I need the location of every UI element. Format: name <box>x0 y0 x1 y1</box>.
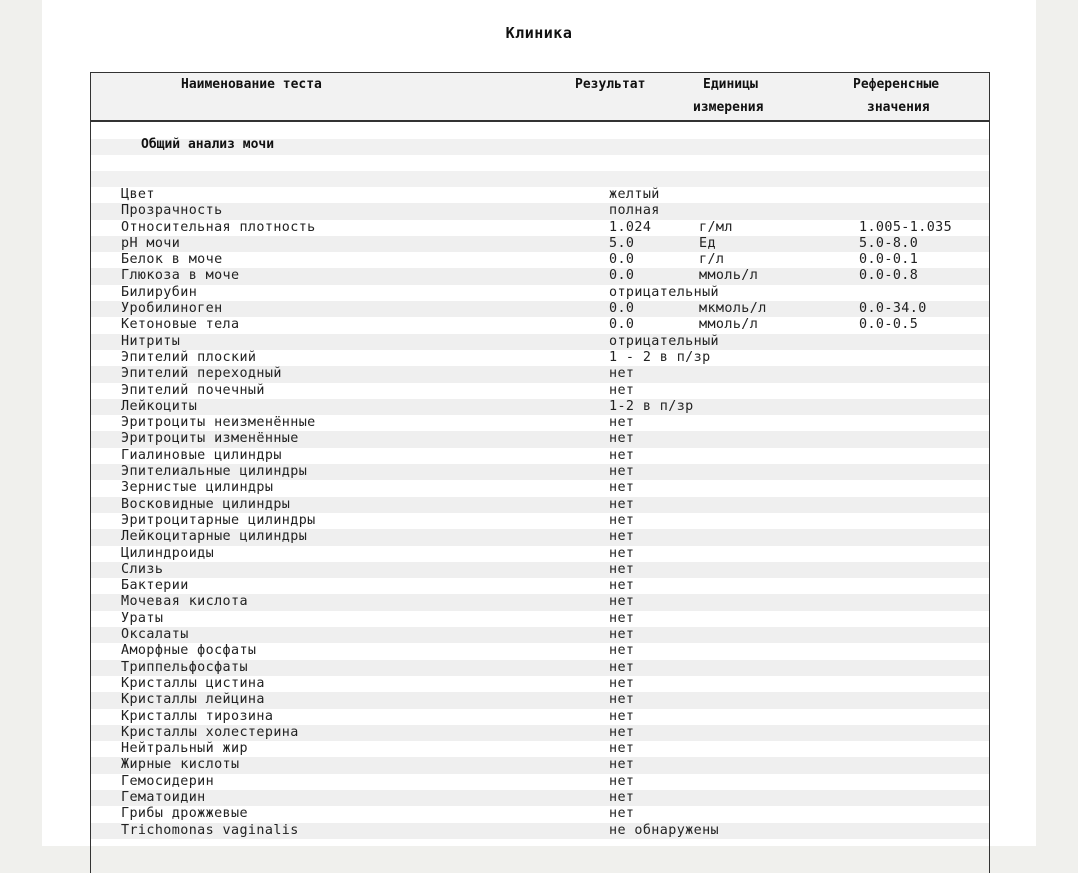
test-name-cell: Зернистые цилиндры <box>121 480 274 496</box>
table-row <box>91 660 989 676</box>
table-row <box>91 578 989 594</box>
result-cell: 1-2 в п/зр <box>609 398 694 414</box>
table-header <box>91 73 989 122</box>
clinic-title: Клиника <box>505 24 573 42</box>
header-reference-line1: Референсные <box>853 77 940 92</box>
result-cell: отрицательный <box>609 333 720 349</box>
result-cell: нет <box>609 480 635 496</box>
table-row <box>91 676 989 692</box>
result-cell: нет <box>609 382 635 398</box>
result-cell: нет <box>609 512 635 528</box>
result-cell: нет <box>609 789 635 805</box>
result-cell: 0.0 <box>609 317 635 333</box>
results-table <box>90 72 990 873</box>
table-row <box>91 464 989 480</box>
test-name-cell: Кристаллы тирозина <box>121 708 274 724</box>
test-name-cell: Эпителиальные цилиндры <box>121 464 308 480</box>
test-name-cell: Эритроцитарные цилиндры <box>121 512 316 528</box>
result-cell: нет <box>609 708 635 724</box>
result-cell: не обнаружены <box>609 822 720 838</box>
table-row <box>91 350 989 366</box>
test-name-cell: Слизь <box>121 561 164 577</box>
result-cell: нет <box>609 659 635 675</box>
result-cell: отрицательный <box>609 284 720 300</box>
result-cell: нет <box>609 757 635 773</box>
table-row <box>91 823 989 839</box>
test-name-cell: Trichomonas vaginalis <box>121 822 299 838</box>
result-cell: нет <box>609 692 635 708</box>
header-test-name: Наименование теста <box>181 77 322 92</box>
table-row <box>91 806 989 822</box>
unit-cell: мкмоль/л <box>699 301 767 317</box>
test-name-cell: Цилиндроиды <box>121 545 215 561</box>
result-cell: нет <box>609 529 635 545</box>
result-cell: нет <box>609 773 635 789</box>
header-reference-line2: значения <box>867 100 930 115</box>
table-row <box>91 643 989 659</box>
table-row <box>91 415 989 431</box>
result-cell: нет <box>609 627 635 643</box>
table-row <box>91 334 989 350</box>
table-row <box>91 187 989 203</box>
result-cell: 0.0 <box>609 252 635 268</box>
test-name-cell: pH мочи <box>121 235 181 251</box>
test-name-cell: Уробилиноген <box>121 301 223 317</box>
table-row <box>91 725 989 741</box>
test-name-cell: Эритроциты неизменённые <box>121 415 316 431</box>
result-cell: желтый <box>609 187 660 202</box>
reference-cell: 0.0-0.1 <box>859 252 919 268</box>
result-cell: нет <box>609 496 635 512</box>
test-name-cell: Гиалиновые цилиндры <box>121 447 282 463</box>
table-row <box>91 529 989 545</box>
reference-cell: 1.005-1.035 <box>859 219 953 235</box>
test-name-cell: Белок в моче <box>121 252 223 268</box>
result-cell: 1.024 <box>609 219 652 235</box>
test-name-cell: Нейтральный жир <box>121 741 248 757</box>
test-name-cell: Лейкоциты <box>121 398 198 414</box>
unit-cell: г/мл <box>699 219 733 235</box>
test-name-cell: Кристаллы лейцина <box>121 692 265 708</box>
table-row <box>91 594 989 610</box>
result-cell: нет <box>609 431 635 447</box>
result-cell: нет <box>609 594 635 610</box>
reference-cell: 0.0-34.0 <box>859 301 927 317</box>
test-name-cell: Эпителий почечный <box>121 382 265 398</box>
test-name-cell: Лейкоцитарные цилиндры <box>121 529 308 545</box>
table-row <box>91 268 989 284</box>
header-result: Результат <box>575 77 646 92</box>
table-row <box>91 383 989 399</box>
result-rows <box>91 187 989 839</box>
result-cell: нет <box>609 366 635 382</box>
table-row <box>91 431 989 447</box>
result-cell: нет <box>609 643 635 659</box>
table-row <box>91 220 989 236</box>
test-name-cell: Гемосидерин <box>121 773 215 789</box>
table-row <box>91 236 989 252</box>
result-cell: нет <box>609 447 635 463</box>
table-row <box>91 627 989 643</box>
table-row <box>91 301 989 317</box>
result-cell: 0.0 <box>609 268 635 284</box>
result-cell: нет <box>609 724 635 740</box>
test-name-cell: Эритроциты изменённые <box>121 431 299 447</box>
test-name-cell: Грибы дрожжевые <box>121 806 248 822</box>
test-name-cell: Восковидные цилиндры <box>121 496 291 512</box>
table-row <box>91 774 989 790</box>
test-name-cell: Эпителий плоский <box>121 349 257 365</box>
result-cell: нет <box>609 578 635 594</box>
table-row <box>91 252 989 268</box>
unit-cell: ммоль/л <box>699 268 759 284</box>
result-cell: полная <box>609 203 660 219</box>
table-row <box>91 448 989 464</box>
unit-cell: г/л <box>699 252 725 268</box>
table-row <box>91 692 989 708</box>
table-row <box>91 317 989 333</box>
test-name-cell: Глюкоза в моче <box>121 268 240 284</box>
result-cell: нет <box>609 741 635 757</box>
test-name-cell: Билирубин <box>121 284 198 300</box>
test-name-cell: Мочевая кислота <box>121 594 248 610</box>
table-row <box>91 741 989 757</box>
report-page <box>42 0 1036 846</box>
table-row <box>91 480 989 496</box>
table-row <box>91 513 989 529</box>
test-name-cell: Гематоидин <box>121 789 206 805</box>
test-name-cell: Нитриты <box>121 333 181 349</box>
table-row <box>91 399 989 415</box>
section-title: Общий анализ мочи <box>141 137 275 152</box>
result-cell: нет <box>609 464 635 480</box>
result-cell: нет <box>609 610 635 626</box>
test-name-cell: Прозрачность <box>121 203 223 219</box>
reference-cell: 0.0-0.8 <box>859 268 919 284</box>
table-row <box>91 757 989 773</box>
test-name-cell: Кристаллы цистина <box>121 675 265 691</box>
test-name-cell: Эпителий переходный <box>121 366 282 382</box>
result-cell: 5.0 <box>609 235 635 251</box>
table-row <box>91 497 989 513</box>
result-cell: 0.0 <box>609 301 635 317</box>
spacer-stripe <box>91 171 989 187</box>
unit-cell: Ед <box>699 235 716 251</box>
header-units-line2: измерения <box>693 100 764 115</box>
test-name-cell: Цвет <box>121 187 155 202</box>
test-name-cell: Кетоновые тела <box>121 317 240 333</box>
table-row <box>91 285 989 301</box>
table-row <box>91 790 989 806</box>
test-name-cell: Бактерии <box>121 578 189 594</box>
test-name-cell: Аморфные фосфаты <box>121 643 257 659</box>
header-units-line1: Единицы <box>703 77 758 92</box>
table-row <box>91 546 989 562</box>
table-row <box>91 203 989 219</box>
result-cell: 1 - 2 в п/зр <box>609 349 711 365</box>
table-row <box>91 611 989 627</box>
result-cell: нет <box>609 675 635 691</box>
test-name-cell: Оксалаты <box>121 627 189 643</box>
test-name-cell: Относительная плотность <box>121 219 316 235</box>
table-row <box>91 366 989 382</box>
result-cell: нет <box>609 806 635 822</box>
result-cell: нет <box>609 415 635 431</box>
result-cell: нет <box>609 561 635 577</box>
test-name-cell: Триппельфосфаты <box>121 659 248 675</box>
result-cell: нет <box>609 545 635 561</box>
test-name-cell: Ураты <box>121 610 164 626</box>
unit-cell: ммоль/л <box>699 317 759 333</box>
reference-cell: 0.0-0.5 <box>859 317 919 333</box>
reference-cell: 5.0-8.0 <box>859 235 919 251</box>
table-row <box>91 709 989 725</box>
test-name-cell: Кристаллы холестерина <box>121 724 299 740</box>
test-name-cell: Жирные кислоты <box>121 757 240 773</box>
table-row <box>91 562 989 578</box>
